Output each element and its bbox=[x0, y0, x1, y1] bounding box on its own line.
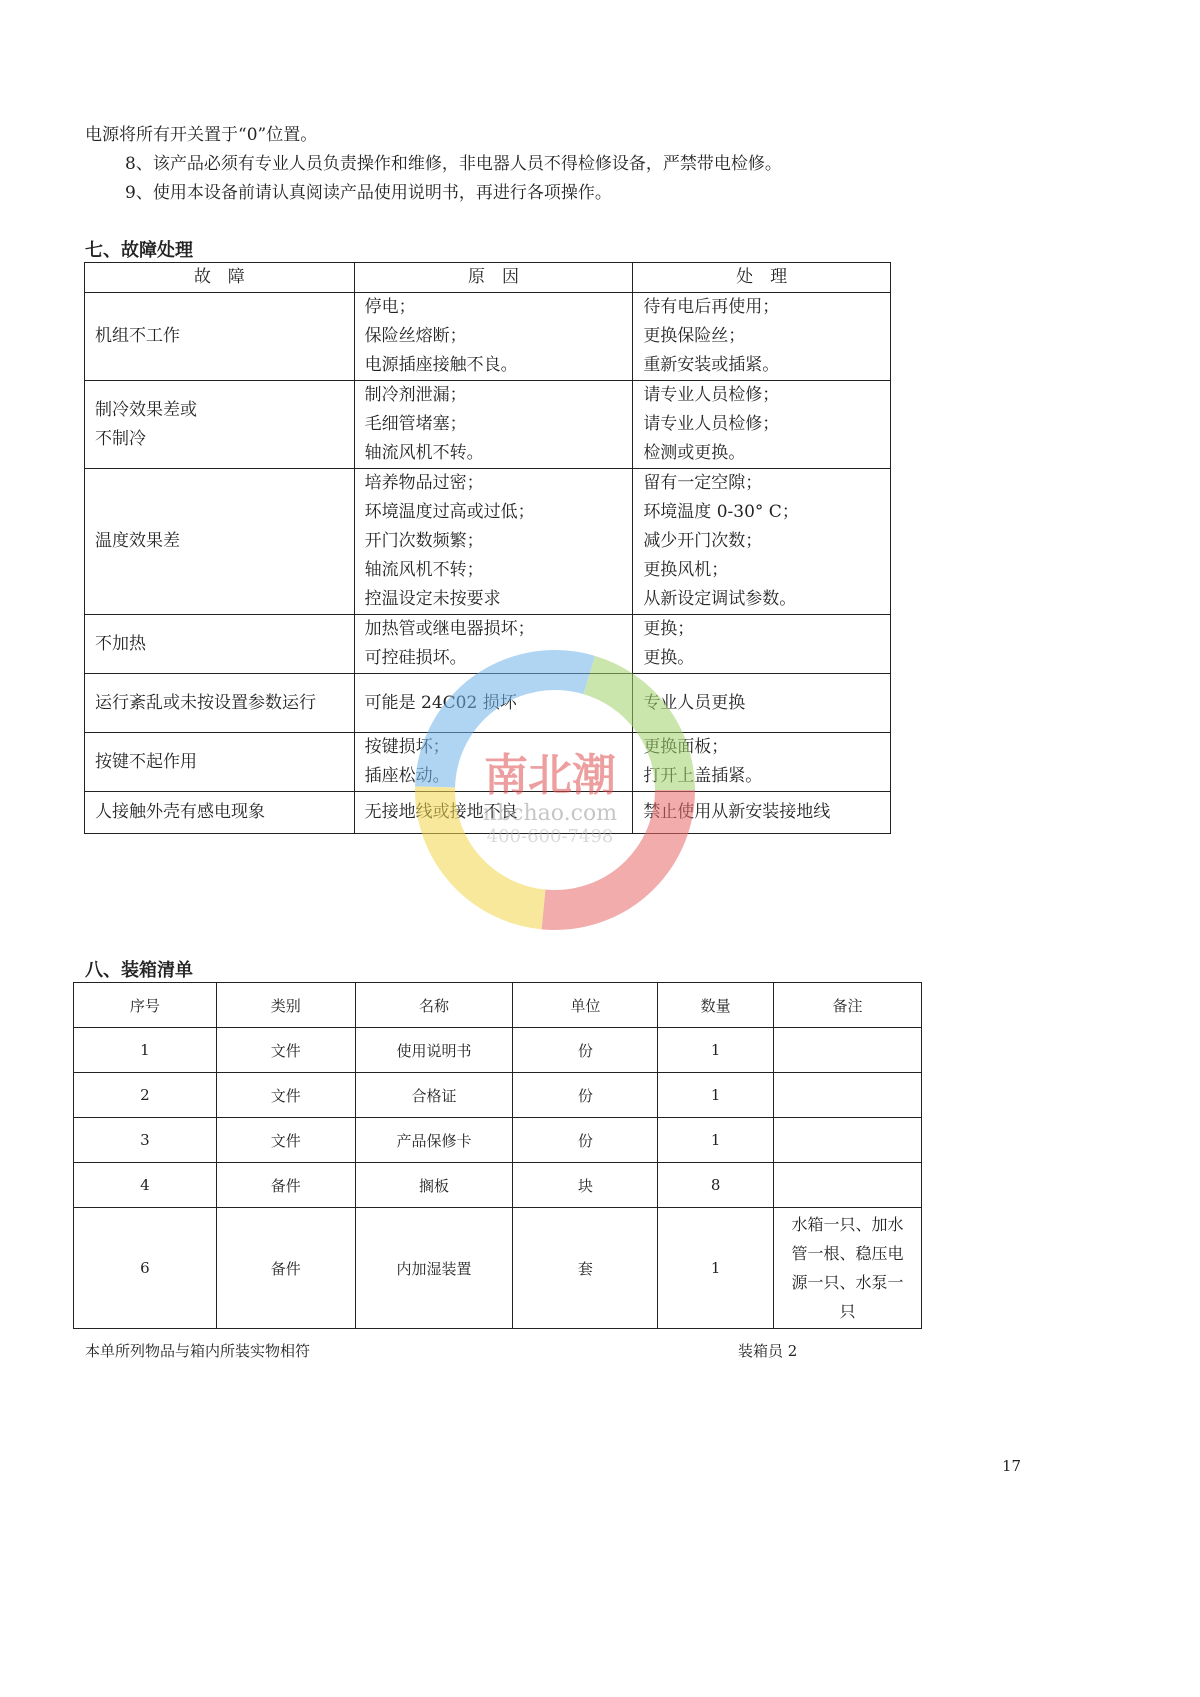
cause-cell bbox=[354, 381, 633, 469]
cell: 1 bbox=[658, 1073, 774, 1118]
cause-cell-line: 可控硅损坏。 bbox=[364, 648, 467, 668]
cell: 块 bbox=[513, 1163, 658, 1208]
header-cell: 处 理 bbox=[633, 263, 891, 293]
fix-cell-line: 更换保险丝； bbox=[643, 326, 746, 346]
table-row bbox=[85, 381, 891, 469]
cause-cell-line: 控温设定未按要求 bbox=[364, 589, 501, 609]
fix-cell bbox=[633, 381, 891, 469]
header-cell: 单位 bbox=[513, 983, 658, 1028]
cause-cell bbox=[354, 293, 633, 381]
table-row bbox=[85, 792, 891, 834]
table-row bbox=[74, 1118, 922, 1163]
cell: 6 bbox=[74, 1208, 217, 1329]
table-row bbox=[74, 1028, 922, 1073]
fix-cell bbox=[633, 615, 891, 674]
troubleshooting-table bbox=[84, 262, 891, 834]
fix-cell-line: 留有一定空隙； bbox=[643, 473, 763, 493]
header-cell: 原 因 bbox=[354, 263, 633, 293]
cause-cell bbox=[354, 733, 633, 792]
fix-cell bbox=[633, 733, 891, 792]
cause-cell-line: 无接地线或接地不良 bbox=[364, 802, 518, 822]
section8-title: 八、装箱清单 bbox=[85, 960, 193, 981]
cause-cell-line: 加热管或继电器损坏； bbox=[364, 619, 535, 639]
cell: 备件 bbox=[216, 1208, 355, 1329]
fault-cell: 机组不工作 bbox=[85, 293, 355, 381]
fix-cell-line: 从新设定调试参数。 bbox=[643, 589, 797, 609]
fix-cell-line: 检测或更换。 bbox=[643, 443, 746, 463]
packer-label: 装箱员 2 bbox=[738, 1342, 798, 1360]
cell: 3 bbox=[74, 1118, 217, 1163]
cell: 文件 bbox=[216, 1118, 355, 1163]
cause-cell-line: 轴流风机不转。 bbox=[364, 443, 484, 463]
fix-cell-line: 请专业人员检修； bbox=[643, 414, 780, 434]
cell: 份 bbox=[513, 1073, 658, 1118]
cause-cell-line: 保险丝熔断； bbox=[364, 326, 467, 346]
fix-cell-line: 禁止使用从新安装接地线 bbox=[643, 802, 831, 822]
fix-cell-line: 待有电后再使用； bbox=[643, 297, 780, 317]
fix-cell-line: 请专业人员检修； bbox=[643, 385, 780, 405]
fix-cell bbox=[633, 674, 891, 733]
cause-cell-line: 毛细管堵塞； bbox=[364, 414, 467, 434]
fix-cell-line: 专业人员更换 bbox=[643, 692, 746, 713]
cause-cell-line: 按键损坏； bbox=[364, 737, 450, 757]
cell bbox=[774, 1118, 922, 1163]
svg-text:400-600-7498: 400-600-7498 bbox=[486, 826, 614, 847]
fix-cell-line: 环境温度 0-30° C； bbox=[643, 502, 799, 522]
cell: 水箱一只、加水管一根、稳压电源一只、水泵一只 bbox=[774, 1208, 922, 1329]
cell: 搁板 bbox=[355, 1163, 513, 1208]
cause-cell-line: 停电； bbox=[364, 297, 416, 317]
packing-statement: 本单所列物品与箱内所装实物相符 bbox=[85, 1342, 311, 1360]
table-row bbox=[85, 469, 891, 615]
cell: 1 bbox=[74, 1028, 217, 1073]
table-row bbox=[85, 615, 891, 674]
cell: 使用说明书 bbox=[355, 1028, 513, 1073]
packing-list-table bbox=[73, 982, 922, 1329]
fault-cell: 温度效果差 bbox=[85, 469, 355, 615]
cell bbox=[774, 1073, 922, 1118]
table-row bbox=[74, 1208, 922, 1329]
table-header-row bbox=[74, 983, 922, 1028]
intro-line-2: 8、该产品必须有专业人员负责操作和维修，非电器人员不得检修设备，严禁带电检修。 bbox=[125, 154, 782, 174]
cause-cell-line: 插座松动。 bbox=[364, 766, 450, 786]
cell: 1 bbox=[658, 1208, 774, 1329]
header-cell: 数量 bbox=[658, 983, 774, 1028]
header-cell: 类别 bbox=[216, 983, 355, 1028]
fix-cell-line: 更换。 bbox=[643, 648, 695, 668]
cell: 套 bbox=[513, 1208, 658, 1329]
cell: 内加湿装置 bbox=[355, 1208, 513, 1329]
cause-cell-line: 轴流风机不转； bbox=[364, 560, 484, 580]
fix-cell-line: 更换； bbox=[643, 619, 695, 639]
table-header-row bbox=[85, 263, 891, 293]
cell: 1 bbox=[658, 1118, 774, 1163]
cell: 8 bbox=[658, 1163, 774, 1208]
table-row bbox=[85, 733, 891, 792]
fault-cell: 人接触外壳有感电现象 bbox=[85, 792, 355, 834]
intro-line-1: 电源将所有开关置于“0”位置。 bbox=[85, 125, 318, 145]
intro-line-3: 9、使用本设备前请认真阅读产品使用说明书，再进行各项操作。 bbox=[125, 183, 612, 203]
cell: 2 bbox=[74, 1073, 217, 1118]
cell bbox=[774, 1028, 922, 1073]
cell: 1 bbox=[658, 1028, 774, 1073]
header-cell: 故 障 bbox=[85, 263, 355, 293]
cause-cell-line: 制冷剂泄漏； bbox=[364, 385, 467, 405]
cell: 文件 bbox=[216, 1028, 355, 1073]
fault-cell: 制冷效果差或 不制冷 bbox=[85, 381, 355, 469]
svg-text:南北潮: 南北潮 bbox=[484, 750, 616, 801]
cause-cell-line: 培养物品过密； bbox=[364, 473, 484, 493]
page-number: 17 bbox=[1002, 1457, 1022, 1475]
cell: 合格证 bbox=[355, 1073, 513, 1118]
cause-cell-line: 环境温度过高或过低； bbox=[364, 502, 535, 522]
cell: 备件 bbox=[216, 1163, 355, 1208]
cause-cell-line: 可能是 24C02 损坏 bbox=[364, 692, 517, 713]
cell: 产品保修卡 bbox=[355, 1118, 513, 1163]
section7-title: 七、故障处理 bbox=[85, 240, 193, 261]
cause-cell bbox=[354, 674, 633, 733]
fault-cell: 按键不起作用 bbox=[85, 733, 355, 792]
cell: 文件 bbox=[216, 1073, 355, 1118]
cell: 份 bbox=[513, 1028, 658, 1073]
fix-cell-line: 更换风机； bbox=[643, 560, 729, 580]
table-row bbox=[85, 293, 891, 381]
svg-text:nbchao.com: nbchao.com bbox=[482, 801, 618, 826]
fix-cell-line: 减少开门次数； bbox=[643, 531, 763, 551]
cell bbox=[774, 1163, 922, 1208]
fix-cell-line: 更换面板； bbox=[643, 737, 729, 757]
header-cell: 名称 bbox=[355, 983, 513, 1028]
header-cell: 序号 bbox=[74, 983, 217, 1028]
fault-cell: 不加热 bbox=[85, 615, 355, 674]
table-row bbox=[74, 1073, 922, 1118]
table-row bbox=[85, 674, 891, 733]
cause-cell bbox=[354, 469, 633, 615]
cause-cell-line: 电源插座接触不良。 bbox=[364, 355, 518, 375]
fix-cell-line: 打开上盖插紧。 bbox=[643, 766, 763, 786]
cell: 4 bbox=[74, 1163, 217, 1208]
fix-cell bbox=[633, 792, 891, 834]
cell: 份 bbox=[513, 1118, 658, 1163]
fault-cell: 运行紊乱或未按设置参数运行 bbox=[85, 674, 355, 733]
cause-cell bbox=[354, 615, 633, 674]
header-cell: 备注 bbox=[774, 983, 922, 1028]
table-row bbox=[74, 1163, 922, 1208]
cause-cell-line: 开门次数频繁； bbox=[364, 531, 484, 551]
fix-cell bbox=[633, 293, 891, 381]
cause-cell bbox=[354, 792, 633, 834]
fix-cell-line: 重新安装或插紧。 bbox=[643, 355, 780, 375]
fix-cell bbox=[633, 469, 891, 615]
